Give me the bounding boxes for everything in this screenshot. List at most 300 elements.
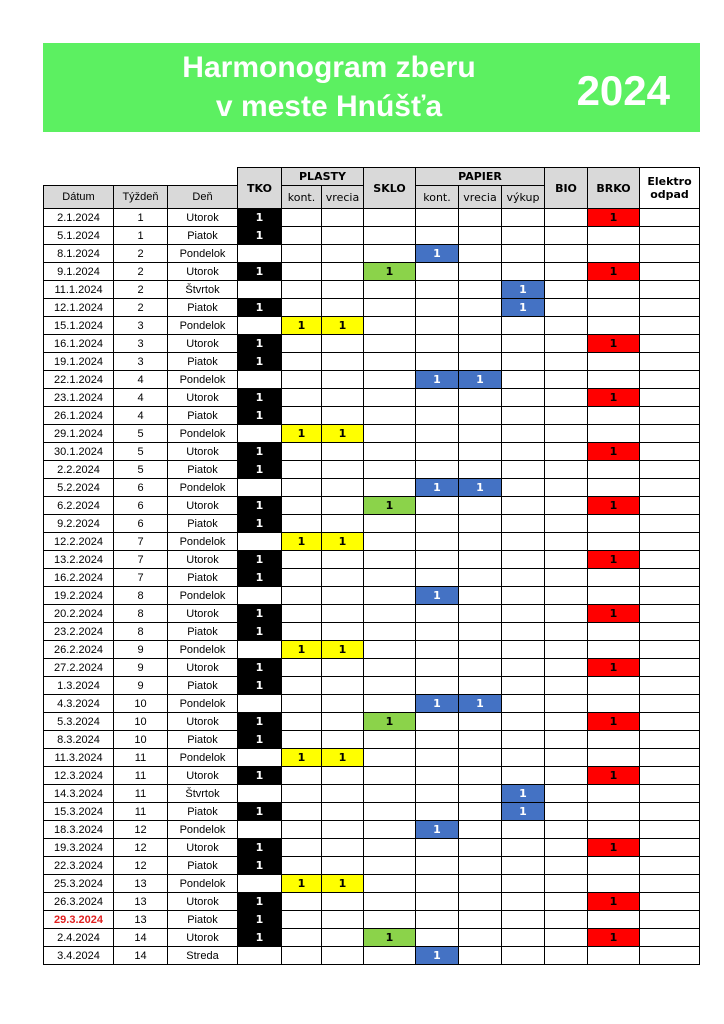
plasty-vrecia-cell (322, 911, 364, 929)
brko-cell (588, 425, 640, 443)
elektro-cell (640, 857, 700, 875)
week-cell: 6 (114, 479, 168, 497)
week-cell: 1 (114, 209, 168, 227)
plasty-vrecia-cell (322, 839, 364, 857)
plasty-kont-cell (282, 659, 322, 677)
bio-cell (545, 839, 588, 857)
papier-vrecia-cell (459, 353, 502, 371)
table-row (44, 767, 700, 785)
papier-kont-cell (416, 659, 459, 677)
sklo-cell (364, 605, 416, 623)
week-cell: 4 (114, 371, 168, 389)
day-cell: Utorok (168, 767, 238, 785)
day-cell: Piatok (168, 569, 238, 587)
day-cell: Pondelok (168, 371, 238, 389)
plasty-vrecia-cell (322, 371, 364, 389)
sklo-cell (364, 569, 416, 587)
elektro-cell (640, 623, 700, 641)
date-cell: 26.2.2024 (44, 641, 114, 659)
tko-cell: 1 (238, 857, 282, 875)
date-cell: 8.3.2024 (44, 731, 114, 749)
tko-cell: 1 (238, 389, 282, 407)
table-row (44, 263, 700, 281)
day-cell: Pondelok (168, 245, 238, 263)
papier-vykup-cell (502, 389, 545, 407)
papier-kont-cell: 1 (416, 245, 459, 263)
day-cell: Utorok (168, 551, 238, 569)
papier-kont-cell (416, 227, 459, 245)
table-row (44, 803, 700, 821)
table-row (44, 911, 700, 929)
week-cell: 3 (114, 353, 168, 371)
plasty-vrecia-cell (322, 209, 364, 227)
week-cell: 3 (114, 317, 168, 335)
papier-vykup-cell: 1 (502, 803, 545, 821)
plasty-vrecia-cell: 1 (322, 317, 364, 335)
elektro-cell (640, 497, 700, 515)
plasty-kont-cell (282, 821, 322, 839)
date-cell: 14.3.2024 (44, 785, 114, 803)
plasty-kont-cell (282, 479, 322, 497)
plasty-vrecia-cell (322, 623, 364, 641)
col-elektro-line2: odpad (650, 188, 689, 201)
papier-vykup-cell (502, 317, 545, 335)
date-cell: 3.4.2024 (44, 947, 114, 965)
plasty-kont-cell: 1 (282, 749, 322, 767)
papier-vrecia-cell (459, 317, 502, 335)
table-row (44, 947, 700, 965)
sklo-cell (364, 461, 416, 479)
date-cell: 16.1.2024 (44, 335, 114, 353)
plasty-vrecia-cell (322, 785, 364, 803)
bio-cell (545, 227, 588, 245)
plasty-kont-cell (282, 911, 322, 929)
sklo-cell (364, 299, 416, 317)
table-row (44, 929, 700, 947)
papier-vykup-cell (502, 641, 545, 659)
elektro-cell (640, 371, 700, 389)
plasty-kont-cell (282, 731, 322, 749)
papier-vrecia-cell (459, 767, 502, 785)
plasty-vrecia-cell (322, 587, 364, 605)
bio-cell (545, 893, 588, 911)
tko-cell (238, 371, 282, 389)
papier-vrecia-cell (459, 389, 502, 407)
plasty-vrecia-cell: 1 (322, 875, 364, 893)
bio-cell (545, 335, 588, 353)
tko-cell: 1 (238, 551, 282, 569)
plasty-vrecia-cell (322, 497, 364, 515)
bio-cell (545, 281, 588, 299)
week-cell: 13 (114, 875, 168, 893)
papier-vykup-cell: 1 (502, 785, 545, 803)
papier-vykup-cell (502, 209, 545, 227)
papier-vrecia-cell (459, 335, 502, 353)
elektro-cell (640, 389, 700, 407)
date-cell: 8.1.2024 (44, 245, 114, 263)
plasty-vrecia-cell (322, 389, 364, 407)
elektro-cell (640, 443, 700, 461)
week-cell: 14 (114, 929, 168, 947)
tko-cell: 1 (238, 299, 282, 317)
plasty-vrecia-cell (322, 245, 364, 263)
papier-vykup-cell (502, 821, 545, 839)
papier-vykup-cell: 1 (502, 281, 545, 299)
papier-kont-cell (416, 443, 459, 461)
plasty-kont-cell (282, 389, 322, 407)
elektro-cell (640, 353, 700, 371)
plasty-kont-cell (282, 695, 322, 713)
papier-vrecia-cell (459, 443, 502, 461)
papier-vrecia-cell (459, 515, 502, 533)
papier-vrecia-cell (459, 677, 502, 695)
sklo-cell (364, 659, 416, 677)
bio-cell (545, 713, 588, 731)
papier-vykup-cell (502, 479, 545, 497)
sklo-cell (364, 371, 416, 389)
brko-cell: 1 (588, 209, 640, 227)
bio-cell (545, 659, 588, 677)
papier-kont-cell (416, 641, 459, 659)
brko-cell (588, 821, 640, 839)
bio-cell (545, 533, 588, 551)
bio-cell (545, 551, 588, 569)
papier-vrecia-cell (459, 299, 502, 317)
plasty-vrecia-cell (322, 443, 364, 461)
plasty-vrecia-cell (322, 947, 364, 965)
week-cell: 3 (114, 335, 168, 353)
papier-vrecia-cell (459, 209, 502, 227)
week-cell: 7 (114, 533, 168, 551)
date-cell: 19.1.2024 (44, 353, 114, 371)
papier-vrecia-cell: 1 (459, 479, 502, 497)
brko-cell: 1 (588, 839, 640, 857)
day-cell: Pondelok (168, 587, 238, 605)
brko-cell: 1 (588, 263, 640, 281)
bio-cell (545, 641, 588, 659)
bio-cell (545, 821, 588, 839)
sklo-cell (364, 533, 416, 551)
papier-kont-cell (416, 551, 459, 569)
title-banner (43, 43, 700, 132)
plasty-kont-cell (282, 947, 322, 965)
week-cell: 14 (114, 947, 168, 965)
brko-cell (588, 407, 640, 425)
day-cell: Utorok (168, 713, 238, 731)
brko-cell (588, 353, 640, 371)
date-cell: 22.1.2024 (44, 371, 114, 389)
sklo-cell (364, 803, 416, 821)
tko-cell: 1 (238, 209, 282, 227)
brko-cell: 1 (588, 893, 640, 911)
papier-vykup-cell (502, 533, 545, 551)
papier-vykup-cell (502, 659, 545, 677)
plasty-vrecia-cell (322, 803, 364, 821)
day-cell: Utorok (168, 443, 238, 461)
col-date: Dátum (44, 186, 114, 209)
plasty-kont-cell (282, 767, 322, 785)
plasty-kont-cell (282, 839, 322, 857)
day-cell: Pondelok (168, 479, 238, 497)
date-cell: 29.1.2024 (44, 425, 114, 443)
papier-kont-cell (416, 749, 459, 767)
plasty-vrecia-cell (322, 929, 364, 947)
table-row (44, 443, 700, 461)
plasty-vrecia-cell (322, 569, 364, 587)
date-cell: 15.1.2024 (44, 317, 114, 335)
tko-cell: 1 (238, 713, 282, 731)
plasty-kont-cell (282, 713, 322, 731)
papier-vrecia-cell (459, 605, 502, 623)
elektro-cell (640, 533, 700, 551)
table-row (44, 227, 700, 245)
table-row (44, 875, 700, 893)
elektro-cell (640, 605, 700, 623)
col-week: Týždeň (114, 186, 168, 209)
sklo-cell (364, 281, 416, 299)
elektro-cell (640, 263, 700, 281)
table-row (44, 389, 700, 407)
papier-kont-cell (416, 767, 459, 785)
sklo-cell (364, 677, 416, 695)
table-row (44, 335, 700, 353)
papier-vykup-cell (502, 875, 545, 893)
plasty-kont-cell (282, 497, 322, 515)
table-row (44, 209, 700, 227)
bio-cell (545, 623, 588, 641)
papier-kont-cell (416, 605, 459, 623)
plasty-kont-cell (282, 209, 322, 227)
date-cell: 18.3.2024 (44, 821, 114, 839)
papier-kont-cell (416, 713, 459, 731)
week-cell: 2 (114, 281, 168, 299)
date-cell: 13.2.2024 (44, 551, 114, 569)
day-cell: Pondelok (168, 533, 238, 551)
day-cell: Piatok (168, 857, 238, 875)
table-row (44, 281, 700, 299)
table-row (44, 749, 700, 767)
day-cell: Piatok (168, 731, 238, 749)
papier-vykup-cell (502, 893, 545, 911)
date-cell: 1.3.2024 (44, 677, 114, 695)
sklo-cell (364, 353, 416, 371)
papier-vykup-cell (502, 857, 545, 875)
week-cell: 2 (114, 245, 168, 263)
tko-cell (238, 533, 282, 551)
elektro-cell (640, 587, 700, 605)
papier-kont-cell: 1 (416, 695, 459, 713)
day-cell: Štvrtok (168, 281, 238, 299)
plasty-kont-cell (282, 929, 322, 947)
tko-cell (238, 587, 282, 605)
papier-vrecia-cell (459, 803, 502, 821)
papier-vrecia-cell: 1 (459, 695, 502, 713)
date-cell: 12.2.2024 (44, 533, 114, 551)
tko-cell: 1 (238, 497, 282, 515)
plasty-kont-cell (282, 551, 322, 569)
table-row (44, 497, 700, 515)
papier-kont-cell: 1 (416, 821, 459, 839)
plasty-kont-cell: 1 (282, 425, 322, 443)
bio-cell (545, 857, 588, 875)
day-cell: Piatok (168, 299, 238, 317)
plasty-vrecia-cell (322, 677, 364, 695)
plasty-kont-cell (282, 569, 322, 587)
elektro-cell (640, 551, 700, 569)
table-row (44, 677, 700, 695)
col-papier-vykup: výkup (502, 186, 545, 209)
day-cell: Pondelok (168, 695, 238, 713)
papier-vykup-cell (502, 623, 545, 641)
papier-kont-cell (416, 425, 459, 443)
week-cell: 1 (114, 227, 168, 245)
date-cell: 2.1.2024 (44, 209, 114, 227)
elektro-cell (640, 317, 700, 335)
col-bio: BIO (545, 168, 588, 209)
elektro-cell (640, 803, 700, 821)
tko-cell (238, 947, 282, 965)
table-row (44, 821, 700, 839)
sklo-cell (364, 911, 416, 929)
brko-cell (588, 515, 640, 533)
sklo-cell (364, 749, 416, 767)
papier-kont-cell (416, 875, 459, 893)
table-row (44, 317, 700, 335)
elektro-cell (640, 713, 700, 731)
col-plasty: PLASTY (282, 168, 364, 186)
plasty-kont-cell: 1 (282, 641, 322, 659)
sklo-cell (364, 695, 416, 713)
sklo-cell: 1 (364, 929, 416, 947)
sklo-cell (364, 389, 416, 407)
plasty-kont-cell (282, 677, 322, 695)
tko-cell (238, 641, 282, 659)
sklo-cell (364, 443, 416, 461)
elektro-cell (640, 839, 700, 857)
week-cell: 11 (114, 785, 168, 803)
papier-kont-cell (416, 515, 459, 533)
bio-cell (545, 479, 588, 497)
brko-cell (588, 857, 640, 875)
papier-vykup-cell (502, 227, 545, 245)
plasty-vrecia-cell (322, 605, 364, 623)
sklo-cell (364, 407, 416, 425)
papier-kont-cell (416, 857, 459, 875)
sklo-cell (364, 317, 416, 335)
papier-kont-cell (416, 533, 459, 551)
table-row (44, 587, 700, 605)
elektro-cell (640, 731, 700, 749)
bio-cell (545, 245, 588, 263)
papier-vrecia-cell (459, 947, 502, 965)
sklo-cell (364, 839, 416, 857)
date-cell: 23.1.2024 (44, 389, 114, 407)
day-cell: Utorok (168, 839, 238, 857)
papier-vykup-cell (502, 569, 545, 587)
plasty-kont-cell (282, 245, 322, 263)
plasty-kont-cell (282, 605, 322, 623)
brko-cell (588, 911, 640, 929)
brko-cell (588, 569, 640, 587)
date-cell: 29.3.2024 (44, 911, 114, 929)
plasty-vrecia-cell: 1 (322, 425, 364, 443)
date-cell: 19.2.2024 (44, 587, 114, 605)
tko-cell (238, 281, 282, 299)
col-day: Deň (168, 186, 238, 209)
plasty-kont-cell (282, 587, 322, 605)
elektro-cell (640, 515, 700, 533)
plasty-kont-cell (282, 227, 322, 245)
day-cell: Pondelok (168, 641, 238, 659)
plasty-vrecia-cell (322, 821, 364, 839)
papier-vrecia-cell (459, 875, 502, 893)
elektro-cell (640, 641, 700, 659)
elektro-cell (640, 821, 700, 839)
table-row (44, 713, 700, 731)
bio-cell (545, 425, 588, 443)
bio-cell (545, 407, 588, 425)
day-cell: Pondelok (168, 317, 238, 335)
tko-cell: 1 (238, 839, 282, 857)
brko-cell: 1 (588, 335, 640, 353)
papier-vrecia-cell (459, 623, 502, 641)
week-cell: 12 (114, 857, 168, 875)
day-cell: Štvrtok (168, 785, 238, 803)
papier-kont-cell: 1 (416, 479, 459, 497)
sklo-cell (364, 947, 416, 965)
papier-vrecia-cell (459, 551, 502, 569)
plasty-vrecia-cell (322, 731, 364, 749)
day-cell: Pondelok (168, 875, 238, 893)
sklo-cell (364, 875, 416, 893)
elektro-cell (640, 425, 700, 443)
table-row (44, 695, 700, 713)
date-cell: 25.3.2024 (44, 875, 114, 893)
papier-vykup-cell (502, 371, 545, 389)
papier-vykup-cell (502, 695, 545, 713)
col-papier: PAPIER (416, 168, 545, 186)
tko-cell (238, 695, 282, 713)
day-cell: Utorok (168, 893, 238, 911)
week-cell: 4 (114, 389, 168, 407)
sklo-cell (364, 893, 416, 911)
title-line-2: v meste Hnúšťa (215, 90, 443, 123)
plasty-vrecia-cell (322, 893, 364, 911)
week-cell: 8 (114, 587, 168, 605)
week-cell: 8 (114, 605, 168, 623)
papier-vrecia-cell (459, 659, 502, 677)
brko-cell: 1 (588, 443, 640, 461)
year-label: 2024 (576, 67, 670, 114)
plasty-kont-cell: 1 (282, 875, 322, 893)
week-cell: 13 (114, 911, 168, 929)
bio-cell (545, 209, 588, 227)
col-plasty-kont: kont. (282, 186, 322, 209)
plasty-kont-cell (282, 785, 322, 803)
tko-cell: 1 (238, 731, 282, 749)
elektro-cell (640, 677, 700, 695)
tko-cell: 1 (238, 659, 282, 677)
date-cell: 22.3.2024 (44, 857, 114, 875)
date-cell: 2.2.2024 (44, 461, 114, 479)
bio-cell (545, 569, 588, 587)
plasty-vrecia-cell (322, 515, 364, 533)
week-cell: 2 (114, 263, 168, 281)
col-sklo: SKLO (364, 168, 416, 209)
tko-cell: 1 (238, 605, 282, 623)
bio-cell (545, 389, 588, 407)
sklo-cell (364, 551, 416, 569)
